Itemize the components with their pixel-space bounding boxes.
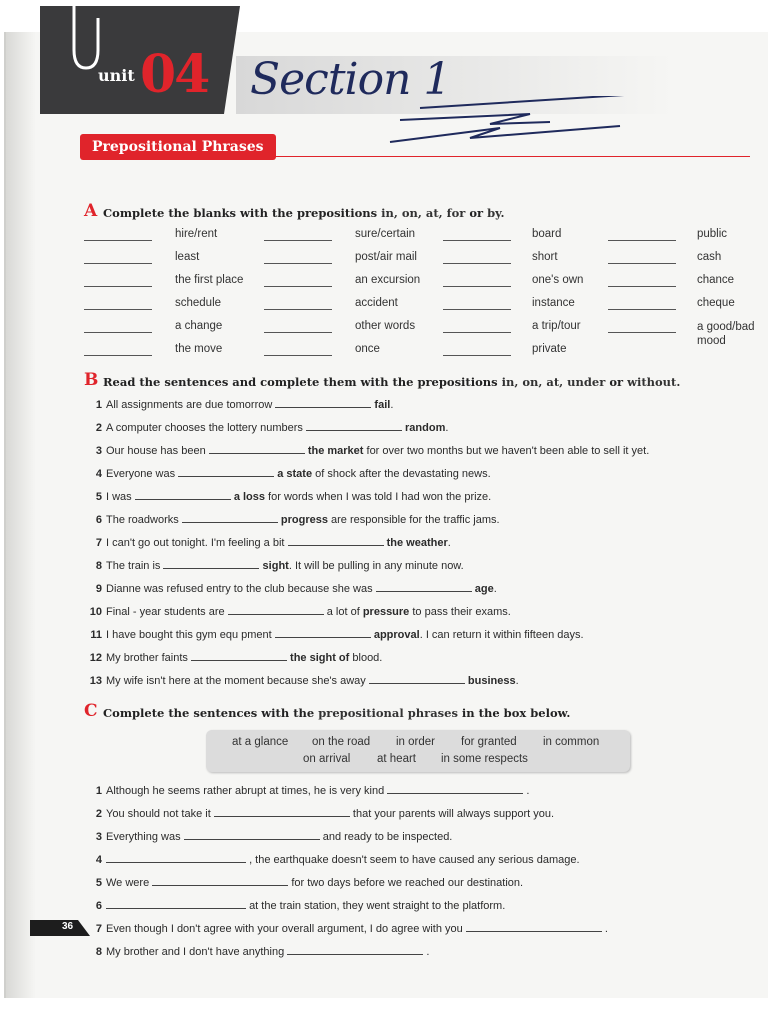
page-number: 36 [62, 921, 74, 932]
phrase-word: an excursion [355, 274, 421, 286]
answer-blank[interactable] [443, 286, 511, 287]
sentence-bold: age [474, 583, 494, 595]
answer-blank[interactable] [275, 398, 371, 408]
sentence-item [84, 467, 491, 480]
instruction-prepositions: in, on, at, under [501, 375, 606, 389]
sentence-text: A computer chooses the lottery numbers [106, 422, 303, 434]
sentence-text: . [426, 946, 430, 958]
sentence-text: I have bought this gym equ pment [106, 629, 272, 641]
answer-blank[interactable] [106, 853, 246, 863]
answer-blank[interactable] [214, 807, 350, 817]
sentence-item [84, 582, 497, 595]
item-number: 6 [95, 514, 102, 526]
item-number: 5 [95, 877, 102, 889]
sentence-bold: a state [277, 468, 313, 480]
sentence-bold: sight [262, 560, 289, 572]
answer-blank[interactable] [608, 240, 676, 241]
sentence-bold: business [467, 675, 516, 687]
answer-blank[interactable] [178, 467, 274, 477]
answer-blank[interactable] [264, 355, 332, 356]
phrase-word: once [355, 343, 380, 355]
item-number: 7 [95, 537, 102, 549]
sentence-item [84, 945, 429, 958]
sentence-text: The train is [106, 560, 161, 572]
sentence-text: Even though I don't agree with your overall argument, I do agree with you [106, 923, 463, 935]
phrase: in order [396, 736, 435, 748]
sentence-item [84, 922, 608, 935]
sentence-text: and ready to be inspected. [322, 831, 453, 843]
sentence-text: My wife isn't here at the moment because she's away [106, 675, 366, 687]
exercise-c-letter: C [84, 701, 98, 721]
phrase: in some respects [441, 753, 528, 765]
topic-heading: Prepositional Phrases [80, 134, 276, 160]
phrase: in common [543, 736, 600, 748]
sentence-text: The roadworks [106, 514, 179, 526]
item-number: 12 [89, 652, 102, 664]
item-number: 13 [89, 675, 102, 687]
sentence-text: Everyone was [106, 468, 176, 480]
item-number: 4 [95, 468, 102, 480]
sentence-text: . [526, 785, 530, 797]
sentence-item [84, 628, 584, 641]
item-number: 1 [95, 785, 102, 797]
answer-blank[interactable] [135, 490, 231, 500]
answer-blank[interactable] [369, 674, 465, 684]
item-number: 7 [95, 923, 102, 935]
item-number: 9 [95, 583, 102, 595]
sentence-bold: fail [374, 399, 391, 411]
phrase-word: private [532, 343, 567, 355]
item-number: 11 [90, 629, 102, 641]
phrase-word: short [532, 251, 558, 263]
instruction-text: Complete the sentences with the [103, 706, 319, 720]
answer-blank[interactable] [84, 286, 152, 287]
sentence-text: . [493, 583, 497, 595]
answer-blank[interactable] [264, 263, 332, 264]
topic-underline [262, 156, 750, 157]
instruction-or: or [465, 206, 488, 220]
phrase: on arrival [303, 753, 351, 765]
answer-blank[interactable] [184, 830, 320, 840]
sentence-bold: the sight of [290, 652, 350, 664]
answer-blank[interactable] [264, 286, 332, 287]
exercise-a-instruction [103, 206, 505, 220]
item-number: 3 [95, 831, 102, 843]
phrase: for granted [461, 736, 517, 748]
sentence-text: Everything was [106, 831, 181, 843]
sentence-text: for two days before we reached our destination. [291, 877, 524, 889]
phrase-word: least [175, 251, 200, 263]
sentence-text: . [447, 537, 451, 549]
sentence-text: . It will be pulling in any minute now. [288, 560, 464, 572]
answer-blank[interactable] [287, 945, 423, 955]
answer-blank[interactable] [443, 309, 511, 310]
phrase-word: accident [355, 297, 398, 309]
answer-blank[interactable] [152, 876, 288, 886]
answer-blank[interactable] [182, 513, 278, 523]
sentence-item [84, 674, 519, 687]
answer-blank[interactable] [84, 263, 152, 264]
section-title: Section 1 [250, 54, 451, 105]
sentence-bold: pressure [362, 606, 410, 618]
sentence-bold: a loss [233, 491, 265, 503]
sentence-bold: approval [373, 629, 420, 641]
answer-blank[interactable] [163, 559, 259, 569]
sentence-item [84, 899, 505, 912]
unit-number: 04 [140, 44, 209, 105]
sentence-text: for over two months but we haven't been able to sell it yet. [363, 445, 650, 457]
sentence-text: You should not take it [106, 808, 211, 820]
phrase-word: sure/certain [355, 228, 416, 240]
sentence-text: to pass their exams. [409, 606, 511, 618]
exercise-b-letter: B [84, 370, 99, 390]
sentence-text: . [604, 923, 608, 935]
answer-blank[interactable] [443, 263, 511, 264]
phrase-word: a change [175, 320, 223, 332]
item-number: 5 [95, 491, 102, 503]
instruction-suffix: in the box below. [457, 706, 571, 720]
sentence-item [84, 853, 580, 866]
answer-blank[interactable] [191, 651, 287, 661]
sentence-item [84, 784, 529, 797]
sentence-bold: random [405, 422, 446, 434]
instruction-last: by. [487, 206, 505, 220]
sentence-text: Dianne was refused entry to the club because she was [106, 583, 373, 595]
answer-blank[interactable] [84, 355, 152, 356]
sentence-item [84, 444, 649, 457]
sentence-item [84, 513, 500, 526]
sentence-item [84, 398, 393, 411]
item-number: 2 [95, 808, 102, 820]
phrase-word: hire/rent [175, 228, 218, 240]
sentence-text: Our house has been [106, 445, 206, 457]
sentence-text: a lot of [326, 606, 363, 618]
phrase: on the road [312, 736, 371, 748]
phrase-word: one's own [532, 274, 584, 286]
item-number: 6 [95, 900, 102, 912]
answer-blank[interactable] [288, 536, 384, 546]
sentence-item [84, 830, 452, 843]
sentence-text: I was [106, 491, 132, 503]
sentence-text: All assignments are due tomorrow [106, 399, 273, 411]
sentence-text: for words when I was told I had won the prize. [265, 491, 492, 503]
phrase-word: instance [532, 297, 575, 309]
answer-blank[interactable] [84, 309, 152, 310]
phrase-box [206, 730, 630, 772]
page-spine [6, 32, 36, 998]
phrase-word: post/air mail [355, 251, 417, 263]
exercise-a-letter: A [84, 201, 98, 221]
sentence-text: that your parents will always support you. [352, 808, 555, 820]
instruction-prepositions: in, on, at, for [381, 206, 466, 220]
answer-blank[interactable] [443, 240, 511, 241]
sentence-text: of shock after the devastating news. [312, 468, 491, 480]
phrase-word: other words [355, 320, 416, 332]
phrase-word: cheque [697, 297, 735, 309]
answer-blank[interactable] [466, 922, 602, 932]
item-number: 1 [95, 399, 102, 411]
answer-blank[interactable] [84, 240, 152, 241]
sentence-item [84, 807, 554, 820]
instruction-text: Complete the blanks with the prepositions [103, 206, 382, 220]
instruction-text: Read the sentences and complete them with the prepositions [103, 375, 502, 389]
sentence-item [84, 536, 451, 549]
phrase-word: the first place [175, 274, 244, 286]
sentence-bold: the weather [386, 537, 448, 549]
sentence-text: Although he seems rather abrupt at times, he is very kind [106, 785, 385, 797]
answer-blank[interactable] [264, 332, 332, 333]
phrase-word: board [532, 228, 562, 240]
item-number: 8 [95, 946, 102, 958]
phrase-word: the move [175, 343, 223, 355]
sentence-text: are responsible for the traffic jams. [327, 514, 500, 526]
answer-blank[interactable] [264, 309, 332, 310]
answer-blank[interactable] [228, 605, 324, 615]
answer-blank[interactable] [275, 628, 371, 638]
answer-blank[interactable] [608, 286, 676, 287]
sentence-text: We were [106, 877, 150, 889]
answer-blank[interactable] [387, 784, 523, 794]
phrase-word: cash [697, 251, 722, 263]
sentence-text: . [515, 675, 519, 687]
sentence-item [84, 559, 464, 572]
sentence-text: . I can return it within fifteen days. [419, 629, 584, 641]
sentence-bold: the market [307, 445, 364, 457]
instruction-last: without. [627, 375, 681, 389]
phrase-word: public [697, 228, 728, 240]
item-number: 8 [95, 560, 102, 572]
phrase: at heart [377, 753, 416, 765]
phrase-word: a trip/tour [532, 320, 581, 332]
answer-blank[interactable] [443, 332, 511, 333]
sentence-item [84, 490, 491, 503]
answer-blank[interactable] [106, 899, 246, 909]
sentence-text: My brother and I don't have anything [106, 946, 285, 958]
phrase-word: chance [697, 274, 735, 286]
answer-blank[interactable] [264, 240, 332, 241]
sentence-text: Final - year students are [106, 606, 225, 618]
sentence-item [84, 876, 523, 889]
instruction-or: or [605, 375, 628, 389]
answer-blank[interactable] [376, 582, 472, 592]
item-number: 10 [89, 606, 102, 618]
pen-scribble-decoration [380, 96, 650, 156]
unit-label: unit [98, 66, 135, 85]
sentence-text: at the train station, they went straight to the platform. [249, 900, 506, 912]
phrase-word: schedule [175, 297, 222, 309]
answer-blank[interactable] [608, 332, 676, 333]
sentence-text: . [390, 399, 394, 411]
sentence-text: My brother faints [106, 652, 188, 664]
answer-blank[interactable] [84, 332, 152, 333]
instruction-highlight: prepositional phrases [318, 706, 458, 720]
answer-blank[interactable] [443, 355, 511, 356]
phrase-word: a good/bad mood [697, 321, 755, 347]
sentence-text: I can't go out tonight. I'm feeling a bit [106, 537, 285, 549]
sentence-text: . [445, 422, 449, 434]
item-number: 3 [95, 445, 102, 457]
exercise-c-instruction [103, 706, 570, 720]
answer-blank[interactable] [608, 309, 676, 310]
item-number: 4 [95, 854, 102, 866]
sentence-item [84, 421, 448, 434]
sentence-text: blood. [349, 652, 383, 664]
exercise-b-instruction [103, 375, 680, 389]
answer-blank[interactable] [306, 421, 402, 431]
item-number: 2 [95, 422, 102, 434]
answer-blank[interactable] [608, 263, 676, 264]
sentence-item [84, 605, 511, 618]
sentence-bold: progress [280, 514, 328, 526]
sentence-text: , the earthquake doesn't seem to have caused any serious damage. [249, 854, 580, 866]
answer-blank[interactable] [209, 444, 305, 454]
phrase: at a glance [232, 736, 289, 748]
sentence-item [84, 651, 382, 664]
